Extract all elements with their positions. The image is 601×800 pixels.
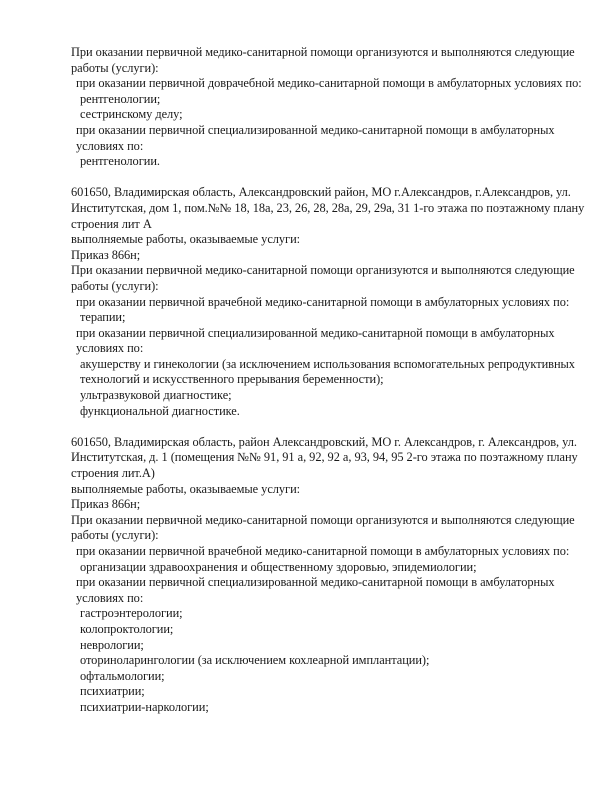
service-item: организации здравоохранения и общественному здоровью, эпидемиологии; [80,559,477,574]
services-label: выполняемые работы, оказываемые услуги: [71,481,301,496]
address-block-3 [71,435,586,716]
order-reference: Приказ 866н; [71,247,141,262]
care-type-heading: при оказании первичной доврачебной медико-санитарной помощи в амбулаторных условиях по: [76,76,582,91]
service-item: офтальмологии; [80,668,165,683]
service-item: функциональной диагностике. [80,403,240,418]
paragraph: При оказании первичной медико-санитарной помощи организуются и выполняются следующие работы (услуги): [71,263,578,293]
paragraph: При оказании первичной медико-санитарной помощи организуются и выполняются следующие работы (услуги): [71,45,578,75]
service-item: сестринскому делу; [80,107,183,122]
care-type-heading: при оказании первичной врачебной медико-санитарной помощи в амбулаторных условиях по: [76,294,570,309]
order-reference: Приказ 866н; [71,497,141,512]
service-item: рентгенологии. [80,154,160,169]
service-item: акушерству и гинекологии (за исключением использования вспомогательных репродуктивных технологий и искусственного прерывания беременности); [80,356,579,387]
service-item: терапии; [80,310,126,325]
address-block-2 [71,185,586,419]
document-page [71,45,586,731]
care-type-heading: при оказании первичной специализированной медико-санитарной помощи в амбулаторных условиях по: [76,122,558,153]
service-item: оториноларингологии (за исключением кохлеарной имплантации); [80,653,430,668]
address: 601650, Владимирская область, район Александровский, МО г. Александров, г. Александров, ул. Институтская, д. 1 (помещения №№ 91, 91 а, 92, 92 а, 93, 94, 95 2-го этажа по поэтажному плану строения лит.А) [71,434,581,481]
care-type-heading: при оказании первичной специализированной медико-санитарной помощи в амбулаторных условиях по: [76,325,558,356]
address: 601650, Владимирская область, Александровский район, МО г.Александров, г.Александров, ул. Институтская, дом 1, пом.№№ 18, 18а, 23, 26, 28, 28а, 29, 29а, 31 1-го этажа по поэтажному плану строения лит А [71,185,588,231]
service-item: гастроэнтерологии; [80,606,183,621]
service-item: психиатрии; [80,684,145,699]
service-item: ультразвуковой диагностике; [80,388,232,403]
services-label: выполняемые работы, оказываемые услуги: [71,232,301,247]
services-block-1 [71,45,586,170]
service-item: психиатрии-наркологии; [80,699,209,714]
care-type-heading: при оказании первичной врачебной медико-санитарной помощи в амбулаторных условиях по: [76,544,570,558]
service-item: рентгенологии; [80,91,161,106]
service-item: колопроктологии; [80,621,174,636]
care-type-heading: при оказании первичной специализированной медико-санитарной помощи в амбулаторных условиях по: [76,575,558,605]
paragraph: При оказании первичной медико-санитарной помощи организуются и выполняются следующие работы (услуги): [71,512,578,543]
service-item: неврологии; [80,637,144,652]
